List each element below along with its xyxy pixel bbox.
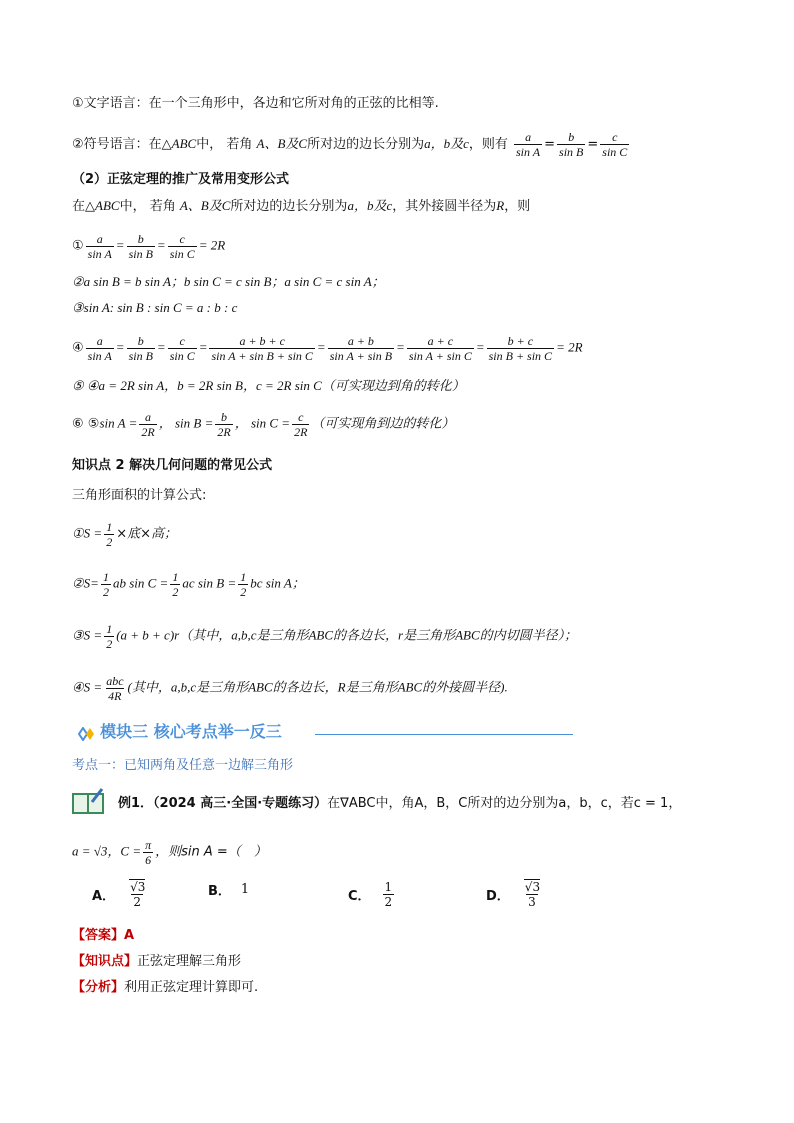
- module-header: [78, 722, 734, 744]
- intro-sides-text: 所对边的边长分别为: [230, 199, 348, 214]
- intro-triangle: △ABC: [85, 198, 120, 213]
- answer-value: A: [124, 928, 135, 943]
- diamond-icon: [78, 727, 96, 741]
- f1-end: = 2R: [198, 237, 226, 253]
- a3-post: (a + b + c)r（其中，a,b,c是三角形ABC的各边长，r是三角形ABC的内切圆半径）；: [116, 627, 578, 643]
- module-title: 模块三 核心考点举一反三: [100, 722, 282, 741]
- example-body: 在∇ABC中，角A，B，C所对的边分别为a，b，c，若c = 1，: [327, 796, 682, 811]
- a4-post: (其中，a,b,c是三角形ABC的各边长，R是三角形ABC的外接圆半径).: [127, 679, 508, 695]
- example-source: （2024 高三·全国·专题练习）: [153, 796, 328, 811]
- choice-label: C．: [348, 889, 371, 904]
- frac-c-sinC: $\frac{c}{\text{sin C}}$: [602, 130, 628, 159]
- choice-a[interactable]: A． $\frac{√3}{2}$: [92, 880, 146, 909]
- answer-label: 【答案】: [72, 928, 125, 943]
- frac-b-sinB: $\frac{b}{\text{sin B}}$: [559, 130, 584, 159]
- formula-5: ⑤ ④a = 2R sin A，b = 2R sin B，c = 2R sin C（可实现边到角的转化）: [72, 378, 465, 393]
- choice-value: 1: [240, 882, 250, 897]
- f6-mark: ⑥ ⑤: [72, 416, 100, 432]
- f6-note: （可实现角到边的转化）: [311, 416, 455, 432]
- intro-mid: 中， 若角: [119, 199, 176, 214]
- choice-c[interactable]: C． $\frac{1}{2}$: [348, 880, 393, 909]
- condition-end: ，则sin A =（ ）: [155, 844, 267, 860]
- formula-2: ②a sin B = b sin A；b sin C = c sin B；a sin C = c sin A；: [72, 274, 385, 289]
- example-1: [118, 794, 734, 814]
- formula-3: ③sin A: sin B : sin C = a : b : c: [72, 300, 238, 315]
- intro-end: ，则: [504, 199, 531, 214]
- knowledge2-heading: 知识点 2 解决几何问题的常见公式: [72, 458, 273, 473]
- analysis-line: [72, 978, 734, 998]
- area-formula-4: ④S = $\frac{\text{abc}}{4R}$ (其中，a,b,c是三角形ABC的各边长，R是三角形ABC的外接圆半径).: [72, 674, 508, 703]
- symbol-language-line: ②符号语言：在△ABC中， 若角 A、B及C所对边的边长分别为a，b及c，则有 $\frac{a}{\text{sin A}}$ = $\frac{b}{\text{sin B}}$ = $\frac{c}{\text{sin C}}$: [72, 130, 628, 159]
- knowledge-line: [72, 952, 734, 972]
- a1-post: ×底×高；: [116, 526, 177, 542]
- formula-4: ④ $\frac{a}{\text{sin A}}$ = $\frac{b}{\text{sin B}}$ = $\frac{c}{\text{sin C}}$ = $\frac{a + b + c}{\text{sin A + sin B + sin C}}$ = $\frac{a + b}{\text{sin A + sin B}}$ = $\frac{a + c}{\text{sin A + sin C}}$ = $\frac{b + c}{\text{sin B + sin C}}$ = 2R: [72, 334, 583, 363]
- symbol-prefix: ②符号语言：在: [72, 137, 162, 152]
- f4-end: = 2R: [556, 339, 583, 355]
- choice-label: D．: [486, 889, 510, 904]
- a1-pre: ①S =: [72, 525, 103, 541]
- f4-mark: ④: [72, 340, 84, 356]
- choice-d[interactable]: D． $\frac{√3}{3}$: [486, 880, 541, 909]
- a3-pre: ③S =: [72, 627, 103, 643]
- sides: a，b及c: [424, 136, 469, 151]
- knowledge-label: 【知识点】: [72, 954, 138, 969]
- area-formula-1: ①S = $\frac{1}{2}$ ×底×高；: [72, 520, 177, 549]
- area-heading: 三角形面积的计算公式:: [72, 488, 207, 503]
- intro-radius: R: [496, 198, 505, 213]
- example-label: 例1．: [118, 796, 154, 811]
- then-text: ，则有: [468, 137, 508, 152]
- intro-angles: A、B及C: [179, 198, 231, 213]
- a2-pre: ②S=: [72, 575, 99, 591]
- a4-pre: ④S =: [72, 679, 103, 695]
- intro-prefix: 在: [72, 199, 86, 214]
- f1-mark: ①: [72, 238, 84, 254]
- analysis-label: 【分析】: [72, 980, 125, 995]
- formula-6: ⑥ ⑤sin A = $\frac{a}{2R}$ ， sin B = $\frac{b}{2R}$ ， sin C = $\frac{c}{2R}$ （可实现角到边的转化）: [72, 410, 455, 439]
- angles: A、B及C: [256, 136, 308, 151]
- example-condition: a = √3，C = $\frac{\pi}{6}$ ，则sin A =（ ）: [72, 838, 267, 867]
- choice-label: B．: [208, 884, 231, 899]
- area-formula-2: ②S= $\frac{1}{2}$ ab sin C = $\frac{1}{2}$ ac sin B = $\frac{1}{2}$ bc sin A；: [72, 570, 305, 599]
- sides-text: 所对边的边长分别为: [307, 137, 425, 152]
- module-rule: [315, 734, 573, 735]
- area-formula-3: ③S = $\frac{1}{2}$ (a + b + c)r（其中，a,b,c是三角形ABC的各边长，r是三角形ABC的内切圆半径）；: [72, 622, 578, 651]
- book-pencil-icon: [72, 786, 106, 814]
- analysis-value: 利用正弦定理计算即可.: [124, 980, 259, 995]
- intro-radius-text: ，其外接圆半径为: [392, 199, 497, 214]
- condition-a: a = √3，C =: [72, 843, 142, 859]
- text-language-line: ①文字语言：在一个三角形中，各边和它所对角的正弦的比相等.: [72, 96, 439, 111]
- triangle-name: △ABC: [161, 136, 197, 151]
- frac-a-sinA: $\frac{a}{\text{sin A}}$: [516, 130, 541, 159]
- section2-heading: （2）正弦定理的推广及常用变形公式: [72, 172, 290, 187]
- knowledge-value: 正弦定理解三角形: [137, 954, 242, 969]
- topic-heading: 考点一：已知两角及任意一边解三角形: [72, 758, 294, 773]
- answer-line: [72, 926, 734, 946]
- choice-label: A．: [92, 889, 116, 904]
- intro-sides: a，b及c: [347, 198, 393, 213]
- choice-b[interactable]: [208, 880, 249, 899]
- symbol-mid: 中， 若角: [196, 137, 253, 152]
- formula-1: ① $\frac{a}{\text{sin A}}$ = $\frac{b}{\text{sin B}}$ = $\frac{c}{\text{sin C}}$ = 2R: [72, 232, 226, 261]
- section2-intro: [72, 196, 734, 217]
